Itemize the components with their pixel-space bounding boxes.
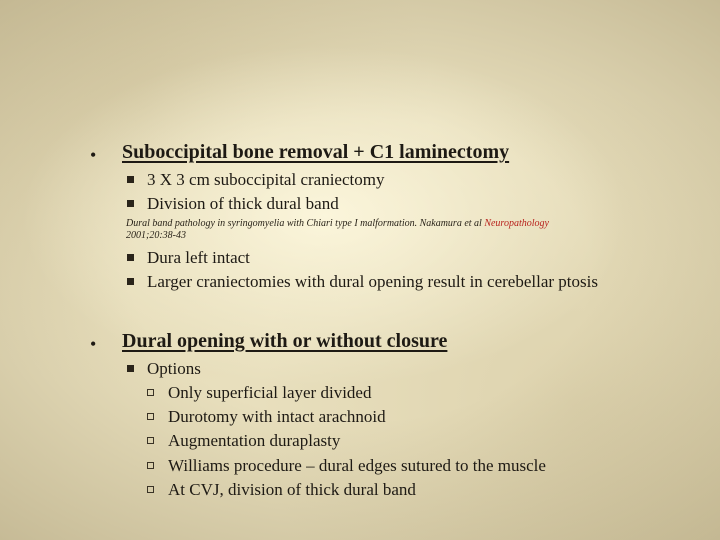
section-1-item-1: 3 X 3 cm suboccipital craniectomy <box>147 170 385 189</box>
citation <box>126 218 596 242</box>
square-bullet <box>127 254 134 261</box>
section-1-item-3: Dura left intact <box>147 248 250 267</box>
section-1-item-2: Division of thick dural band <box>147 194 339 213</box>
section-1-heading: Suboccipital bone removal + C1 laminectomy <box>122 141 510 163</box>
hollow-square-bullet <box>147 462 154 469</box>
section-1-item-4: Larger craniectomies with dural opening result in cerebellar ptosis <box>147 272 598 291</box>
citation-journal: Neuropathology <box>484 218 549 229</box>
hollow-square-bullet <box>147 437 154 444</box>
section-2-subitem-1: Only superficial layer divided <box>168 383 372 402</box>
hollow-square-bullet <box>147 389 154 396</box>
hollow-square-bullet <box>147 413 154 420</box>
section-2-heading: Dural opening with or without closure <box>122 330 448 352</box>
section-2-subitem-2: Durotomy with intact arachnoid <box>168 407 386 426</box>
square-bullet <box>127 365 134 372</box>
citation-text: Dural band pathology in syringomyelia with Chiari type I malformation. Nakamura et al <box>126 218 482 229</box>
square-bullet <box>127 200 134 207</box>
square-bullet <box>127 278 134 285</box>
hollow-square-bullet <box>147 486 154 493</box>
section-2-subitem-5: At CVJ, division of thick dural band <box>168 480 416 499</box>
section-2-subitem-3: Augmentation duraplasty <box>168 431 341 450</box>
citation-ref: 2001;20:38-43 <box>126 230 186 241</box>
square-bullet <box>127 176 134 183</box>
bullet-dot: • <box>90 334 97 354</box>
section-2-subitem-4: Williams procedure – dural edges sutured to the muscle <box>168 456 546 475</box>
bullet-dot: • <box>90 145 97 165</box>
section-2-item-1: Options <box>147 359 201 378</box>
